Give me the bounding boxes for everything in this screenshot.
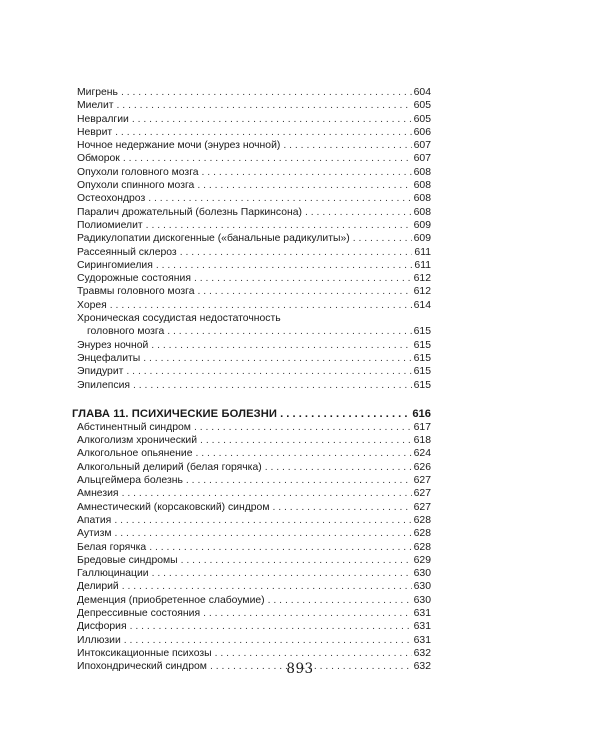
- leader-dots: [272, 501, 411, 514]
- toc-entry: [77, 634, 431, 647]
- toc-entry-page: 627: [413, 488, 431, 500]
- toc-entry: [77, 325, 431, 338]
- toc-entry-page: 607: [413, 140, 431, 152]
- toc-entry-title: Алкогольный делирий (белая горячка): [77, 461, 262, 473]
- toc-entry-page: 609: [413, 219, 431, 231]
- toc-entry: [77, 447, 431, 460]
- toc-entry-page: 615: [413, 352, 431, 364]
- toc-entry-title: Ночное недержание мочи (энурез ночной): [77, 140, 281, 152]
- toc-entry-page: 631: [413, 634, 431, 646]
- toc-entry: [77, 567, 431, 580]
- toc-entry-title: Апатия: [77, 514, 112, 526]
- leader-dots: [115, 126, 412, 139]
- toc-entry-title: Мигрень: [77, 87, 118, 98]
- toc-entry: [77, 99, 431, 112]
- toc-entry: [77, 461, 431, 474]
- toc-entry-page: 632: [413, 661, 431, 673]
- toc-entry-page: 626: [413, 461, 431, 473]
- toc-entry-title: Абстинентный синдром: [77, 421, 191, 433]
- toc-entry-title: Алкогольное опьянение: [77, 448, 193, 460]
- leader-dots: [283, 139, 411, 152]
- toc-entry: [77, 86, 431, 99]
- toc-entry-page: 617: [413, 421, 431, 433]
- toc-entry-page: 628: [413, 541, 431, 553]
- toc-entry-title: Сирингомиелия: [77, 259, 153, 271]
- toc-entry-page: 631: [413, 621, 431, 633]
- toc-entry-page: 608: [413, 206, 431, 218]
- leader-dots: [197, 285, 411, 298]
- toc-entry-title: Белая горячка: [77, 541, 147, 553]
- leader-dots: [114, 514, 411, 527]
- toc-entry: [77, 421, 431, 434]
- leader-dots: [132, 113, 412, 126]
- chapter-title: ГЛАВА 11. ПСИХИЧЕСКИЕ БОЛЕЗНИ: [72, 407, 278, 420]
- toc-entry-page: 629: [413, 554, 431, 566]
- toc-entry: [77, 352, 431, 365]
- leader-dots: [156, 259, 413, 272]
- toc-entry-title: Хорея: [77, 299, 107, 311]
- toc-entry-page: 628: [413, 514, 431, 526]
- toc-entry: [77, 379, 431, 392]
- toc-entry-title: Опухоли спинного мозга: [77, 180, 195, 192]
- toc-entry-page: 614: [413, 299, 431, 311]
- toc-entry-title: Судорожные состояния: [77, 273, 191, 285]
- leader-dots: [124, 634, 412, 647]
- chapter-page: 616: [412, 407, 431, 420]
- toc-entry-title: головного мозга: [87, 326, 165, 338]
- toc-entry-page: 615: [413, 326, 431, 338]
- leader-dots: [181, 554, 412, 567]
- toc-entry-title: Рассеянный склероз: [77, 246, 177, 258]
- leader-dots: [114, 527, 411, 540]
- toc-entry-title: Интоксикационные психозы: [77, 647, 212, 659]
- leader-dots: [151, 339, 411, 352]
- toc-entry-title: Аутизм: [77, 528, 112, 540]
- toc-entry: [77, 259, 431, 272]
- toc-entry-title: Энурез ночной: [77, 339, 149, 351]
- toc-entry-page: 632: [413, 647, 431, 659]
- toc-entry-title: Миелит: [77, 100, 114, 112]
- toc-list-psychiatry: [77, 421, 431, 674]
- toc-entry: [77, 339, 431, 352]
- leader-dots: [126, 365, 411, 378]
- toc-entry-title: Обморок: [77, 153, 120, 165]
- toc-entry: [77, 219, 431, 232]
- toc-entry-page: 618: [413, 435, 431, 447]
- leader-dots: [148, 192, 411, 205]
- leader-dots: [130, 620, 412, 633]
- toc-entry: [77, 113, 431, 126]
- toc-entry-page: 608: [413, 193, 431, 205]
- toc-entry: [77, 126, 431, 139]
- toc-entry: [77, 487, 431, 500]
- chapter-heading: [72, 407, 431, 421]
- toc-entry: [77, 232, 431, 245]
- toc-entry: [77, 192, 431, 205]
- toc-entry: [77, 299, 431, 312]
- leader-dots: [149, 541, 411, 554]
- toc-entry-title: Энцефалиты: [77, 352, 141, 364]
- toc-entry-title: Эпилепсия: [77, 379, 130, 391]
- table-of-contents: [72, 86, 431, 673]
- leader-dots: [197, 179, 411, 192]
- toc-entry: [77, 594, 431, 607]
- toc-entry-title: Невралгии: [77, 113, 129, 125]
- toc-entry: [77, 501, 431, 514]
- toc-entry-title: Травмы головного мозга: [77, 286, 195, 298]
- toc-entry-title: Ипохондрический синдром: [77, 661, 207, 673]
- leader-dots: [194, 421, 412, 434]
- toc-entry-title: Опухоли головного мозга: [77, 166, 199, 178]
- toc-entry: [77, 580, 431, 593]
- toc-entry-page: 612: [413, 273, 431, 285]
- leader-dots: [196, 447, 412, 460]
- toc-entry-title: Дисфория: [77, 621, 127, 633]
- toc-entry: [77, 607, 431, 620]
- toc-entry-title: Бредовые синдромы: [77, 554, 178, 566]
- toc-entry-page: 609: [413, 233, 431, 245]
- toc-entry-title: Деменция (приобретенное слабоумие): [77, 594, 265, 606]
- leader-dots: [122, 487, 412, 500]
- toc-entry-page: 608: [413, 180, 431, 192]
- leader-dots: [305, 206, 412, 219]
- toc-entry-page: 605: [413, 113, 431, 125]
- leader-dots: [203, 607, 412, 620]
- toc-entry: [77, 166, 431, 179]
- toc-entry-page: 611: [414, 246, 431, 258]
- toc-entry: [77, 474, 431, 487]
- toc-entry-page: 612: [413, 286, 431, 298]
- toc-entry-page: 615: [413, 339, 431, 351]
- toc-entry-page: 624: [413, 448, 431, 460]
- toc-entry-page: 608: [413, 166, 431, 178]
- leader-dots: [123, 152, 412, 165]
- leader-dots: [122, 580, 412, 593]
- toc-list-neurology: [77, 86, 431, 392]
- toc-entry-title: Полиомиелит: [77, 219, 143, 231]
- toc-entry: [77, 285, 431, 298]
- toc-entry-title: Амнестический (корсаковский) синдром: [77, 501, 270, 513]
- toc-entry-page: 627: [413, 501, 431, 513]
- toc-entry: [77, 139, 431, 152]
- toc-entry-page: 631: [413, 607, 431, 619]
- leader-dots: [265, 461, 412, 474]
- leader-dots: [146, 219, 412, 232]
- toc-entry: [77, 179, 431, 192]
- toc-entry: [77, 152, 431, 165]
- leader-dots: [268, 594, 412, 607]
- toc-entry-page: 630: [413, 594, 431, 606]
- toc-entry-title: Депрессивные состояния: [77, 607, 201, 619]
- toc-entry-page: 627: [413, 475, 431, 487]
- leader-dots: [117, 99, 412, 112]
- leader-dots: [152, 567, 412, 580]
- leader-dots: [133, 379, 412, 392]
- leader-dots: [186, 474, 412, 487]
- toc-entry: [77, 206, 431, 219]
- toc-entry: [77, 272, 431, 285]
- leader-dots: [167, 325, 411, 338]
- toc-entry-title: Алкоголизм хронический: [77, 435, 198, 447]
- toc-entry: [77, 554, 431, 567]
- toc-entry-title: Неврит: [77, 126, 113, 138]
- toc-entry: [77, 312, 431, 325]
- toc-entry: [77, 434, 431, 447]
- leader-dots: [215, 647, 412, 660]
- toc-entry-title: Паралич дрожательный (болезнь Паркинсона): [77, 206, 302, 218]
- toc-entry: [77, 246, 431, 259]
- toc-entry-title: Иллюзии: [77, 634, 121, 646]
- leader-dots: [110, 299, 412, 312]
- toc-entry-title: Галлюцинации: [77, 568, 149, 580]
- toc-entry-title: Остеохондроз: [77, 193, 146, 205]
- toc-entry: [77, 647, 431, 660]
- toc-entry-page: 615: [413, 379, 431, 391]
- toc-entry-page: 628: [413, 528, 431, 540]
- toc-entry-page: 606: [413, 126, 431, 138]
- toc-entry: [77, 527, 431, 540]
- toc-entry-page: 605: [413, 100, 431, 112]
- leader-dots: [202, 166, 412, 179]
- toc-entry-page: 607: [413, 153, 431, 165]
- page-number: 893: [286, 661, 314, 677]
- toc-entry: [77, 365, 431, 378]
- leader-dots: [280, 407, 410, 421]
- toc-entry-title: Амнезия: [77, 488, 119, 500]
- toc-entry: [77, 541, 431, 554]
- leader-dots: [143, 352, 411, 365]
- leader-dots: [194, 272, 412, 285]
- leader-dots: [200, 434, 412, 447]
- toc-entry-title: Радикулопатии дискогенные («банальные радикулиты»): [77, 233, 350, 245]
- toc-entry: [77, 620, 431, 633]
- toc-entry-title: Эпидурит: [77, 366, 124, 378]
- toc-entry-page: 630: [413, 581, 431, 593]
- toc-entry-title: Альцгеймера болезнь: [77, 475, 183, 487]
- leader-dots: [353, 232, 412, 245]
- leader-dots: [180, 246, 413, 259]
- toc-entry-title: Хроническая сосудистая недостаточность: [77, 313, 281, 325]
- toc-entry-page: 630: [413, 568, 431, 580]
- toc-entry-title: Делирий: [77, 581, 119, 593]
- leader-dots: [121, 86, 412, 99]
- toc-entry-page: 604: [413, 87, 431, 98]
- toc-entry-page: 615: [413, 366, 431, 378]
- toc-entry-page: 611: [414, 259, 431, 271]
- toc-entry: [77, 514, 431, 527]
